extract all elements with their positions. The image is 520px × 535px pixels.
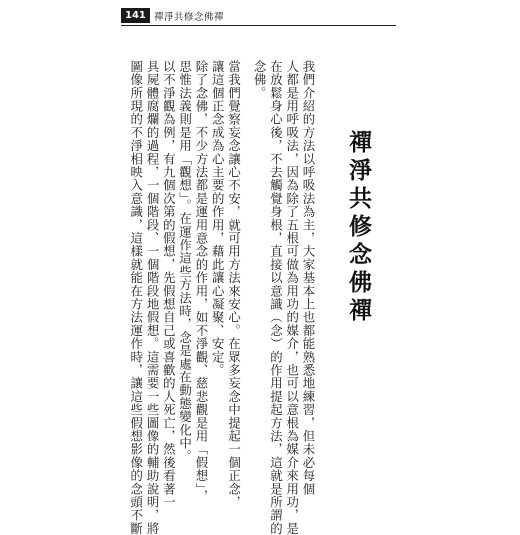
chapter-title: 禪淨共修念佛禪 [345,130,371,326]
page-number: 141 [121,8,150,23]
text-column: 除了念佛，不少方法都是運用意念的作用，如不淨觀、慈悲觀是用「假想」， [193,60,209,503]
text-column: 當我們覺察妄念讓心不安，就可用方法來安心。在眾多妄念中提起一個正念， [226,60,242,509]
text-column: 在放鬆身心後，不去觸覺身根，直接以意識（念）的作用提起方法，這就是所謂的 [268,60,284,535]
paragraph-gap [244,60,250,485]
text-column: 我們介紹的方法以呼吸法為主，大家基本上也都能熟悉地練習，但未必每個 [301,60,316,496]
page-header [121,6,396,26]
text-column: 念佛。 [252,60,268,100]
body-text [128,60,316,535]
text-column: 圖像所現的不淨相映入意識，這樣就能在方法運作時，讓這些假想影像的念頭不斷 [128,60,144,535]
text-column: 具屍體腐爛的過程，一個階段、一個階段地假想。這需要一些圖像的輔助說明，將 [145,60,161,535]
text-column: 以不淨觀為例，有九個次第的假想，先假想自己或喜歡的人死亡，然後看著一 [161,60,177,509]
text-column: 人都是用呼吸法，因為除了五根可做為用功的媒介，也可以意根為媒介來用功，是 [284,60,300,535]
text-column: 讓這個正念成為心主要的作用，藉此讓心凝聚、安定。 [210,60,226,377]
text-column: 思惟法義則是用「觀想」。在運作這些方法時，念是處在動態變化中。 [177,60,193,463]
running-title: 禪淨共修念佛禪 [153,11,224,23]
